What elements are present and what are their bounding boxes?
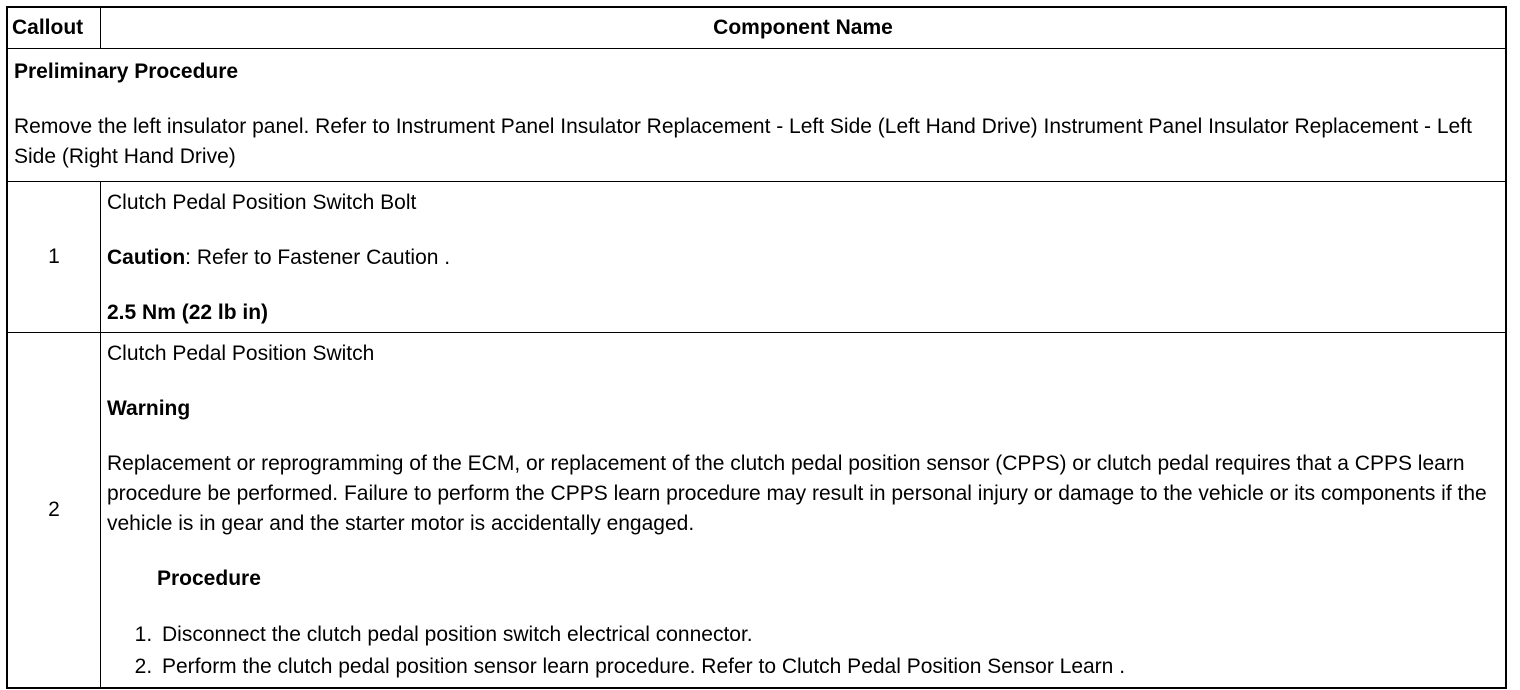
callout-column-header: Callout bbox=[7, 7, 101, 49]
warning-text: Replacement or reprogramming of the ECM, or replacement of the clutch pedal position sensor (CPPS) or clutch pedal requires that a CPPS learn procedure be performed. Failure to perform the CPPS learn procedure may result in personal injury or damage to the vehicle or its components if the vehicle is in gear and the starter motor is accidentally engaged. bbox=[107, 452, 1487, 535]
component-table bbox=[6, 6, 1507, 689]
component-name: Clutch Pedal Position Switch Bolt bbox=[107, 191, 417, 214]
component-name-column-header: Component Name bbox=[101, 7, 1507, 49]
preliminary-title: Preliminary Procedure bbox=[14, 60, 239, 83]
preliminary-row bbox=[7, 49, 1506, 182]
procedure-steps bbox=[107, 619, 1499, 683]
caution-line bbox=[107, 243, 1499, 273]
preliminary-text: Remove the left insulator panel. Refer to Instrument Panel Insulator Replacement - Left Side (Left Hand Drive) Instrument Panel Insulator Replacement - Left Side (Right Hand Drive) bbox=[14, 115, 1472, 168]
table-header-row bbox=[7, 7, 1506, 49]
table-row bbox=[7, 333, 1506, 689]
procedure-title: Procedure bbox=[157, 567, 261, 590]
caution-label: Caution bbox=[107, 246, 186, 269]
caution-text: : Refer to Fastener Caution . bbox=[185, 246, 451, 269]
callout-number: 2 bbox=[7, 333, 101, 689]
list-item: 1. Disconnect the clutch pedal position switch electrical connector. bbox=[158, 619, 1499, 651]
warning-title: Warning bbox=[107, 397, 191, 420]
component-cell bbox=[101, 182, 1507, 333]
table-row bbox=[7, 182, 1506, 333]
component-cell bbox=[101, 333, 1507, 689]
list-item: 2. Perform the clutch pedal position sensor learn procedure. Refer to Clutch Pedal Position Sensor Learn . bbox=[158, 651, 1499, 683]
component-name: Clutch Pedal Position Switch bbox=[107, 342, 375, 365]
callout-number: 1 bbox=[7, 182, 101, 333]
preliminary-cell bbox=[7, 49, 1506, 182]
torque-spec: 2.5 Nm (22 lb in) bbox=[107, 301, 269, 324]
